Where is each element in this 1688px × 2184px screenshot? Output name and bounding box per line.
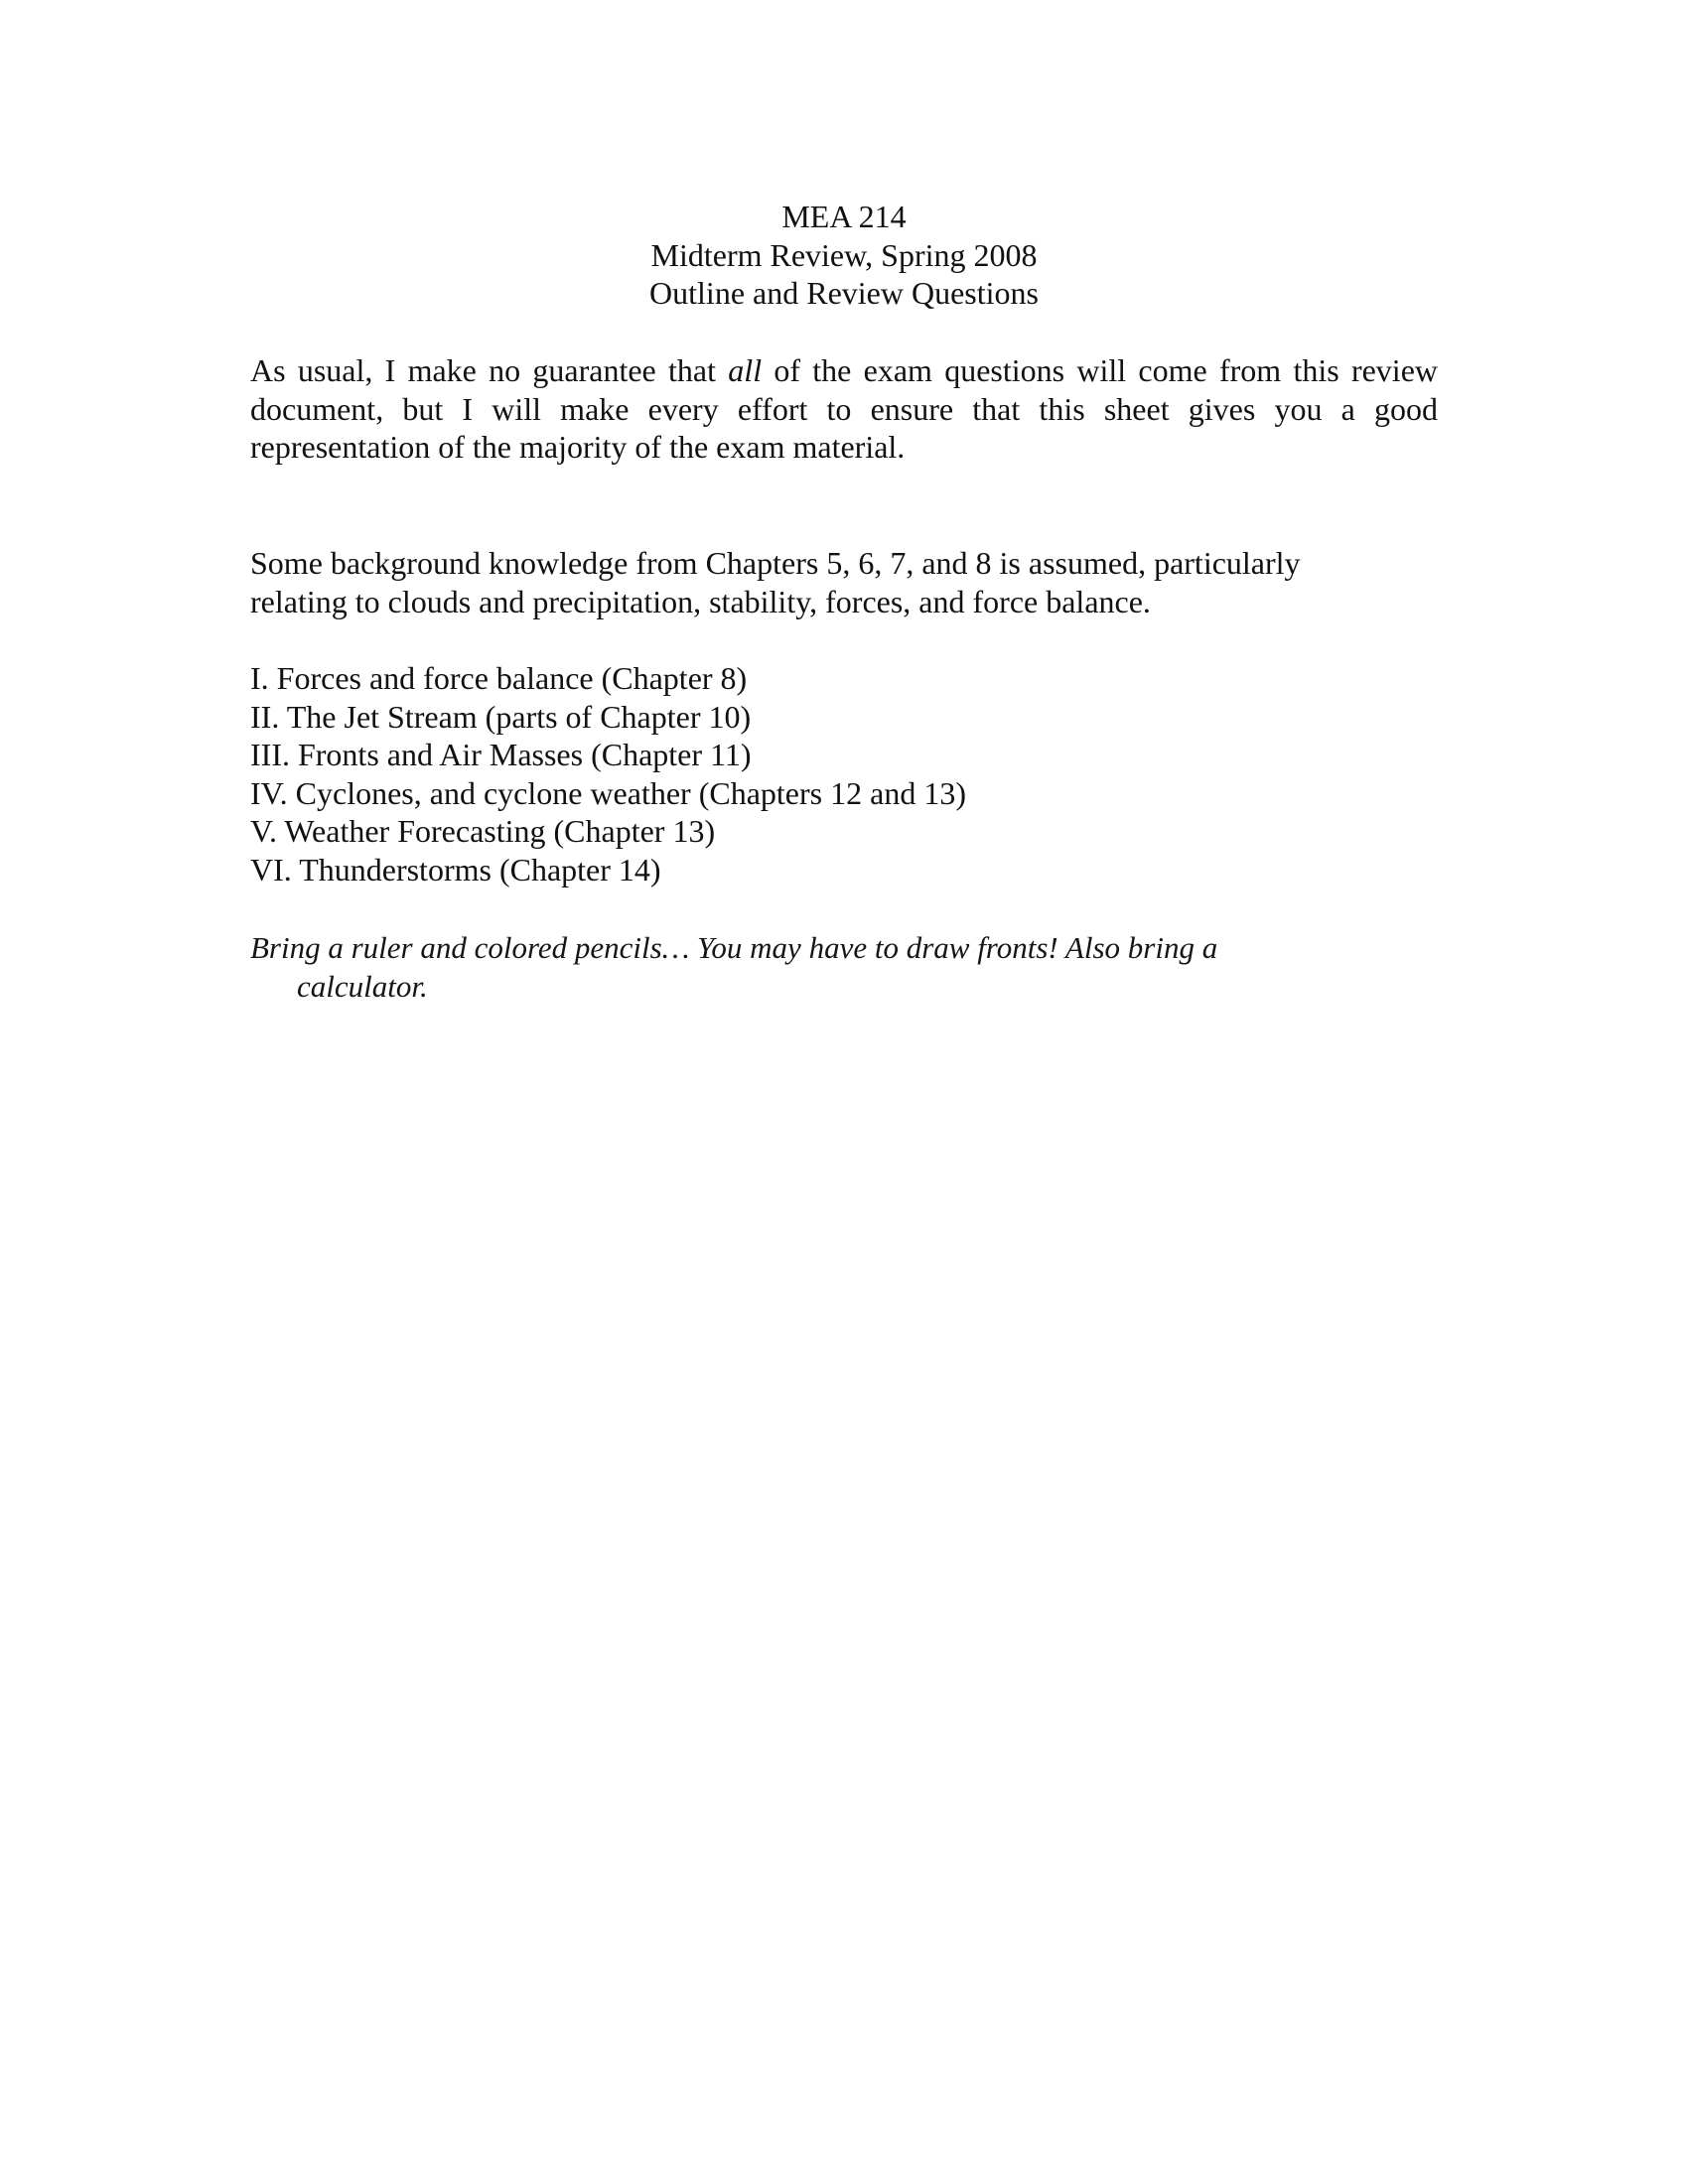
outline-item (250, 851, 1438, 889)
outline-text: Thunderstorms (Chapter 14) (299, 851, 661, 887)
outline-numeral: III. (250, 737, 290, 772)
emphasis-all: all (728, 352, 763, 388)
outline-text: Weather Forecasting (Chapter 13) (284, 813, 716, 849)
document-title-block (0, 198, 1688, 313)
outline-numeral: IV. (250, 774, 288, 811)
outline-numeral: VI. (250, 851, 292, 887)
outline-item (250, 698, 1438, 737)
background-line: relating to clouds and precipitation, stability, forces, and force balance. (250, 583, 1151, 619)
outline-item (250, 812, 1438, 851)
document-title: Midterm Review, Spring 2008 (650, 236, 1038, 273)
intro-line: representation of the majority of the exam material. (250, 429, 906, 465)
intro-line: As usual, I make no guarantee that all of the exam questions will come from this review (250, 352, 1439, 388)
intro-paragraph (250, 351, 1438, 467)
outline-item (250, 774, 1438, 813)
outline-item (250, 659, 1438, 698)
intro-line: document, but I will make every effort to ensure that this sheet gives you a good (250, 390, 1438, 427)
topic-outline (250, 659, 1438, 888)
outline-numeral: V. (250, 813, 277, 849)
course-code: MEA 214 (781, 199, 907, 234)
note-line: calculator. (297, 968, 428, 1004)
outline-numeral: I. (250, 660, 269, 696)
outline-item (250, 736, 1438, 774)
background-line: Some background knowledge from Chapters 5, 6, 7, and 8 is assumed, particularly (250, 545, 1301, 581)
outline-text: The Jet Stream (parts of Chapter 10) (286, 698, 752, 735)
outline-numeral: II. (250, 698, 280, 735)
note-line: Bring a ruler and colored pencils… You may have to draw fronts! Also bring a (250, 930, 1218, 965)
supplies-note (250, 929, 1438, 1006)
document-subtitle: Outline and Review Questions (649, 275, 1039, 311)
outline-text: Fronts and Air Masses (Chapter 11) (297, 737, 752, 772)
background-paragraph (250, 544, 1438, 620)
outline-text: Cyclones, and cyclone weather (Chapters 12 and 13) (295, 774, 966, 811)
outline-text: Forces and force balance (Chapter 8) (276, 660, 748, 696)
